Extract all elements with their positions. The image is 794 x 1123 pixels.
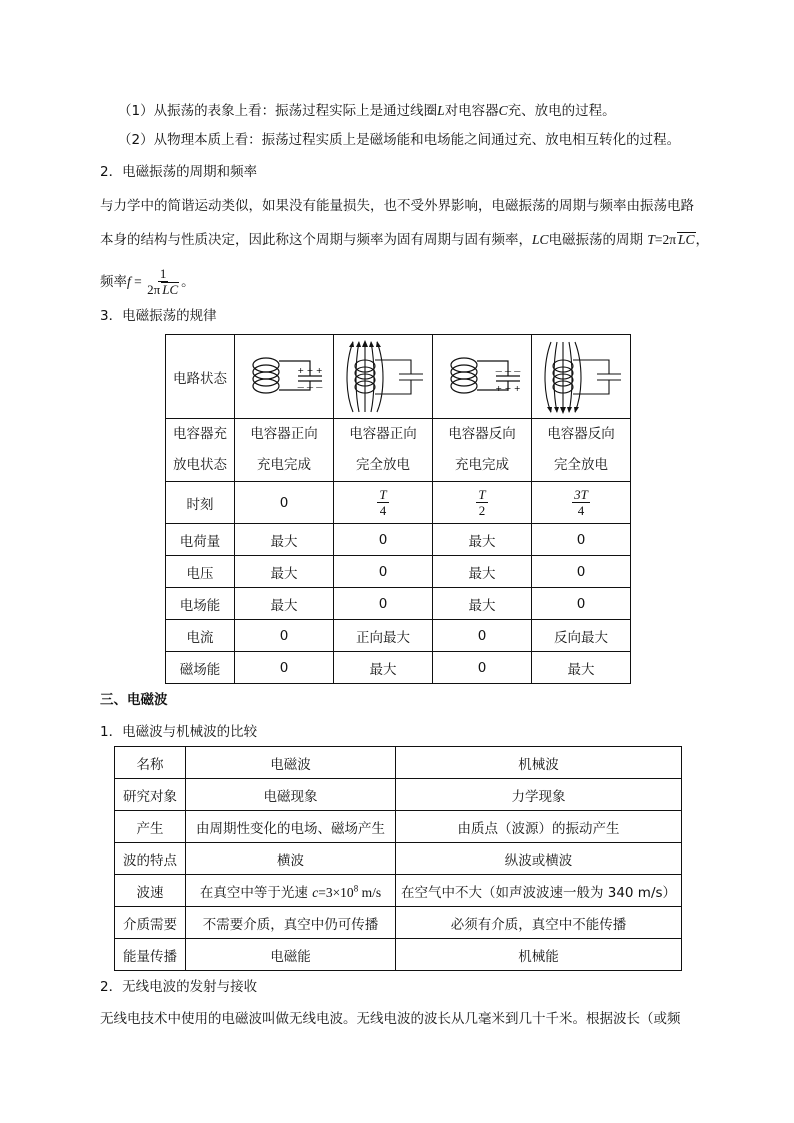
table-cell: 力学现象: [396, 779, 682, 811]
section-heading-electromagnetic-waves: 三、电磁波: [100, 692, 168, 708]
oscillation-rules-table: [165, 334, 631, 684]
table-cell: 必须有介质，真空中不能传播: [396, 907, 682, 939]
heading-oscillation-rules: 3．电磁振荡的规律: [100, 308, 217, 324]
circuit-diagram-charged-forward: [235, 335, 334, 419]
time-label: 时刻: [166, 482, 235, 524]
table-cell: 横波: [186, 843, 396, 875]
table-cell: 最大: [235, 524, 334, 556]
table-cell: 0: [433, 620, 532, 652]
table-cell: 0: [532, 556, 631, 588]
charge-state-cell: 电容器正向 充电完成: [235, 419, 334, 482]
table-cell: 最大: [433, 524, 532, 556]
row-label: 研究对象: [115, 779, 186, 811]
row-label: 能量传播: [115, 939, 186, 971]
table-cell: 电磁现象: [186, 779, 396, 811]
time-cell: $\frac{T}{2}$: [433, 482, 532, 524]
circuit-diagram-discharged-reverse: [532, 335, 631, 419]
heading-radio-wave: 2．无线电波的发射与接收: [100, 979, 258, 995]
table-cell: 纵波或横波: [396, 843, 682, 875]
svg-text:+ + +: + + +: [297, 365, 323, 375]
table-cell: 由质点（波源）的振动产生: [396, 811, 682, 843]
circuit-diagram-charged-reverse: [433, 335, 532, 419]
row-label: 产生: [115, 811, 186, 843]
row-label: 电压: [166, 556, 235, 588]
table-cell: 电磁能: [186, 939, 396, 971]
row-label: 磁场能: [166, 652, 235, 684]
table-cell: 机械能: [396, 939, 682, 971]
table-cell: 0: [532, 524, 631, 556]
svg-text:+ + +: + + +: [495, 383, 521, 393]
table-cell: 由周期性变化的电场、磁场产生: [186, 811, 396, 843]
charge-state-cell: 电容器正向 完全放电: [334, 419, 433, 482]
table-cell: 0: [532, 588, 631, 620]
table-cell: 0: [433, 652, 532, 684]
svg-text:— — —: — — —: [495, 366, 521, 375]
table-cell: 最大: [334, 652, 433, 684]
circuit-diagram-discharged-forward: [334, 335, 433, 419]
table-cell: 最大: [235, 556, 334, 588]
charge-state-label: 电容器充 放电状态: [166, 419, 235, 482]
circuit-state-label: 电路状态: [166, 335, 235, 419]
charge-state-cell: 电容器反向 充电完成: [433, 419, 532, 482]
table-cell: 最大: [433, 588, 532, 620]
paragraph-oscillation-appearance: （1）从振荡的表象上看：振荡过程实际上是通过线圈L对电容器C充、放电的过程。: [118, 103, 616, 119]
row-label: 波的特点: [115, 843, 186, 875]
time-cell: $\frac{3T}{4}$: [532, 482, 631, 524]
table-cell: 0: [235, 652, 334, 684]
row-label: 电流: [166, 620, 235, 652]
paragraph-period-formula: 本身的结构与性质决定，因此称这个周期与频率为固有周期与固有频率，LC电磁振荡的周期 T=2π LC，: [100, 232, 710, 248]
table-cell: 最大: [532, 652, 631, 684]
row-label: 介质需要: [115, 907, 186, 939]
row-label: 电荷量: [166, 524, 235, 556]
heading-wave-comparison: 1．电磁波与机械波的比较: [100, 724, 258, 740]
charge-state-cell: 电容器反向 完全放电: [532, 419, 631, 482]
row-label: 波速: [115, 875, 186, 907]
header-cell: 名称: [115, 747, 186, 779]
table-cell: 0: [334, 556, 433, 588]
table-cell: 在空气中不大（如声波波速一般为 340 m/s）: [396, 875, 682, 907]
heading-period-frequency: 2．电磁振荡的周期和频率: [100, 164, 258, 180]
table-cell: 反向最大: [532, 620, 631, 652]
paragraph-frequency-formula: 频率f = $\frac{1}{\text{2π LC}}$ 。: [100, 266, 195, 297]
svg-text:— — —: — — —: [297, 382, 323, 391]
table-cell: 最大: [433, 556, 532, 588]
table-cell: 0: [334, 588, 433, 620]
table-cell: 正向最大: [334, 620, 433, 652]
table-cell: 0: [334, 524, 433, 556]
paragraph-oscillation-essence: （2）从物理本质上看：振荡过程实质上是磁场能和电场能之间通过充、放电相互转化的过程。: [118, 132, 681, 148]
table-cell: 最大: [235, 588, 334, 620]
time-cell: $\frac{T}{4}$: [334, 482, 433, 524]
table-cell: 0: [235, 620, 334, 652]
paragraph-radio-wave: 无线电技术中使用的电磁波叫做无线电波。无线电波的波长从几毫米到几十千米。根据波长（或频: [100, 1011, 681, 1027]
paragraph-simple-harmonic: 与力学中的简谐运动类似，如果没有能量损失，也不受外界影响，电磁振荡的周期与频率由振荡电路: [100, 198, 694, 214]
table-cell: 在真空中等于光速 $c=3\times 10^8$ m/s: [186, 875, 396, 907]
header-cell: 机械波: [396, 747, 682, 779]
table-cell: 不需要介质，真空中仍可传播: [186, 907, 396, 939]
header-cell: 电磁波: [186, 747, 396, 779]
row-label: 电场能: [166, 588, 235, 620]
wave-comparison-table: [114, 746, 682, 971]
time-cell: 0: [235, 482, 334, 524]
